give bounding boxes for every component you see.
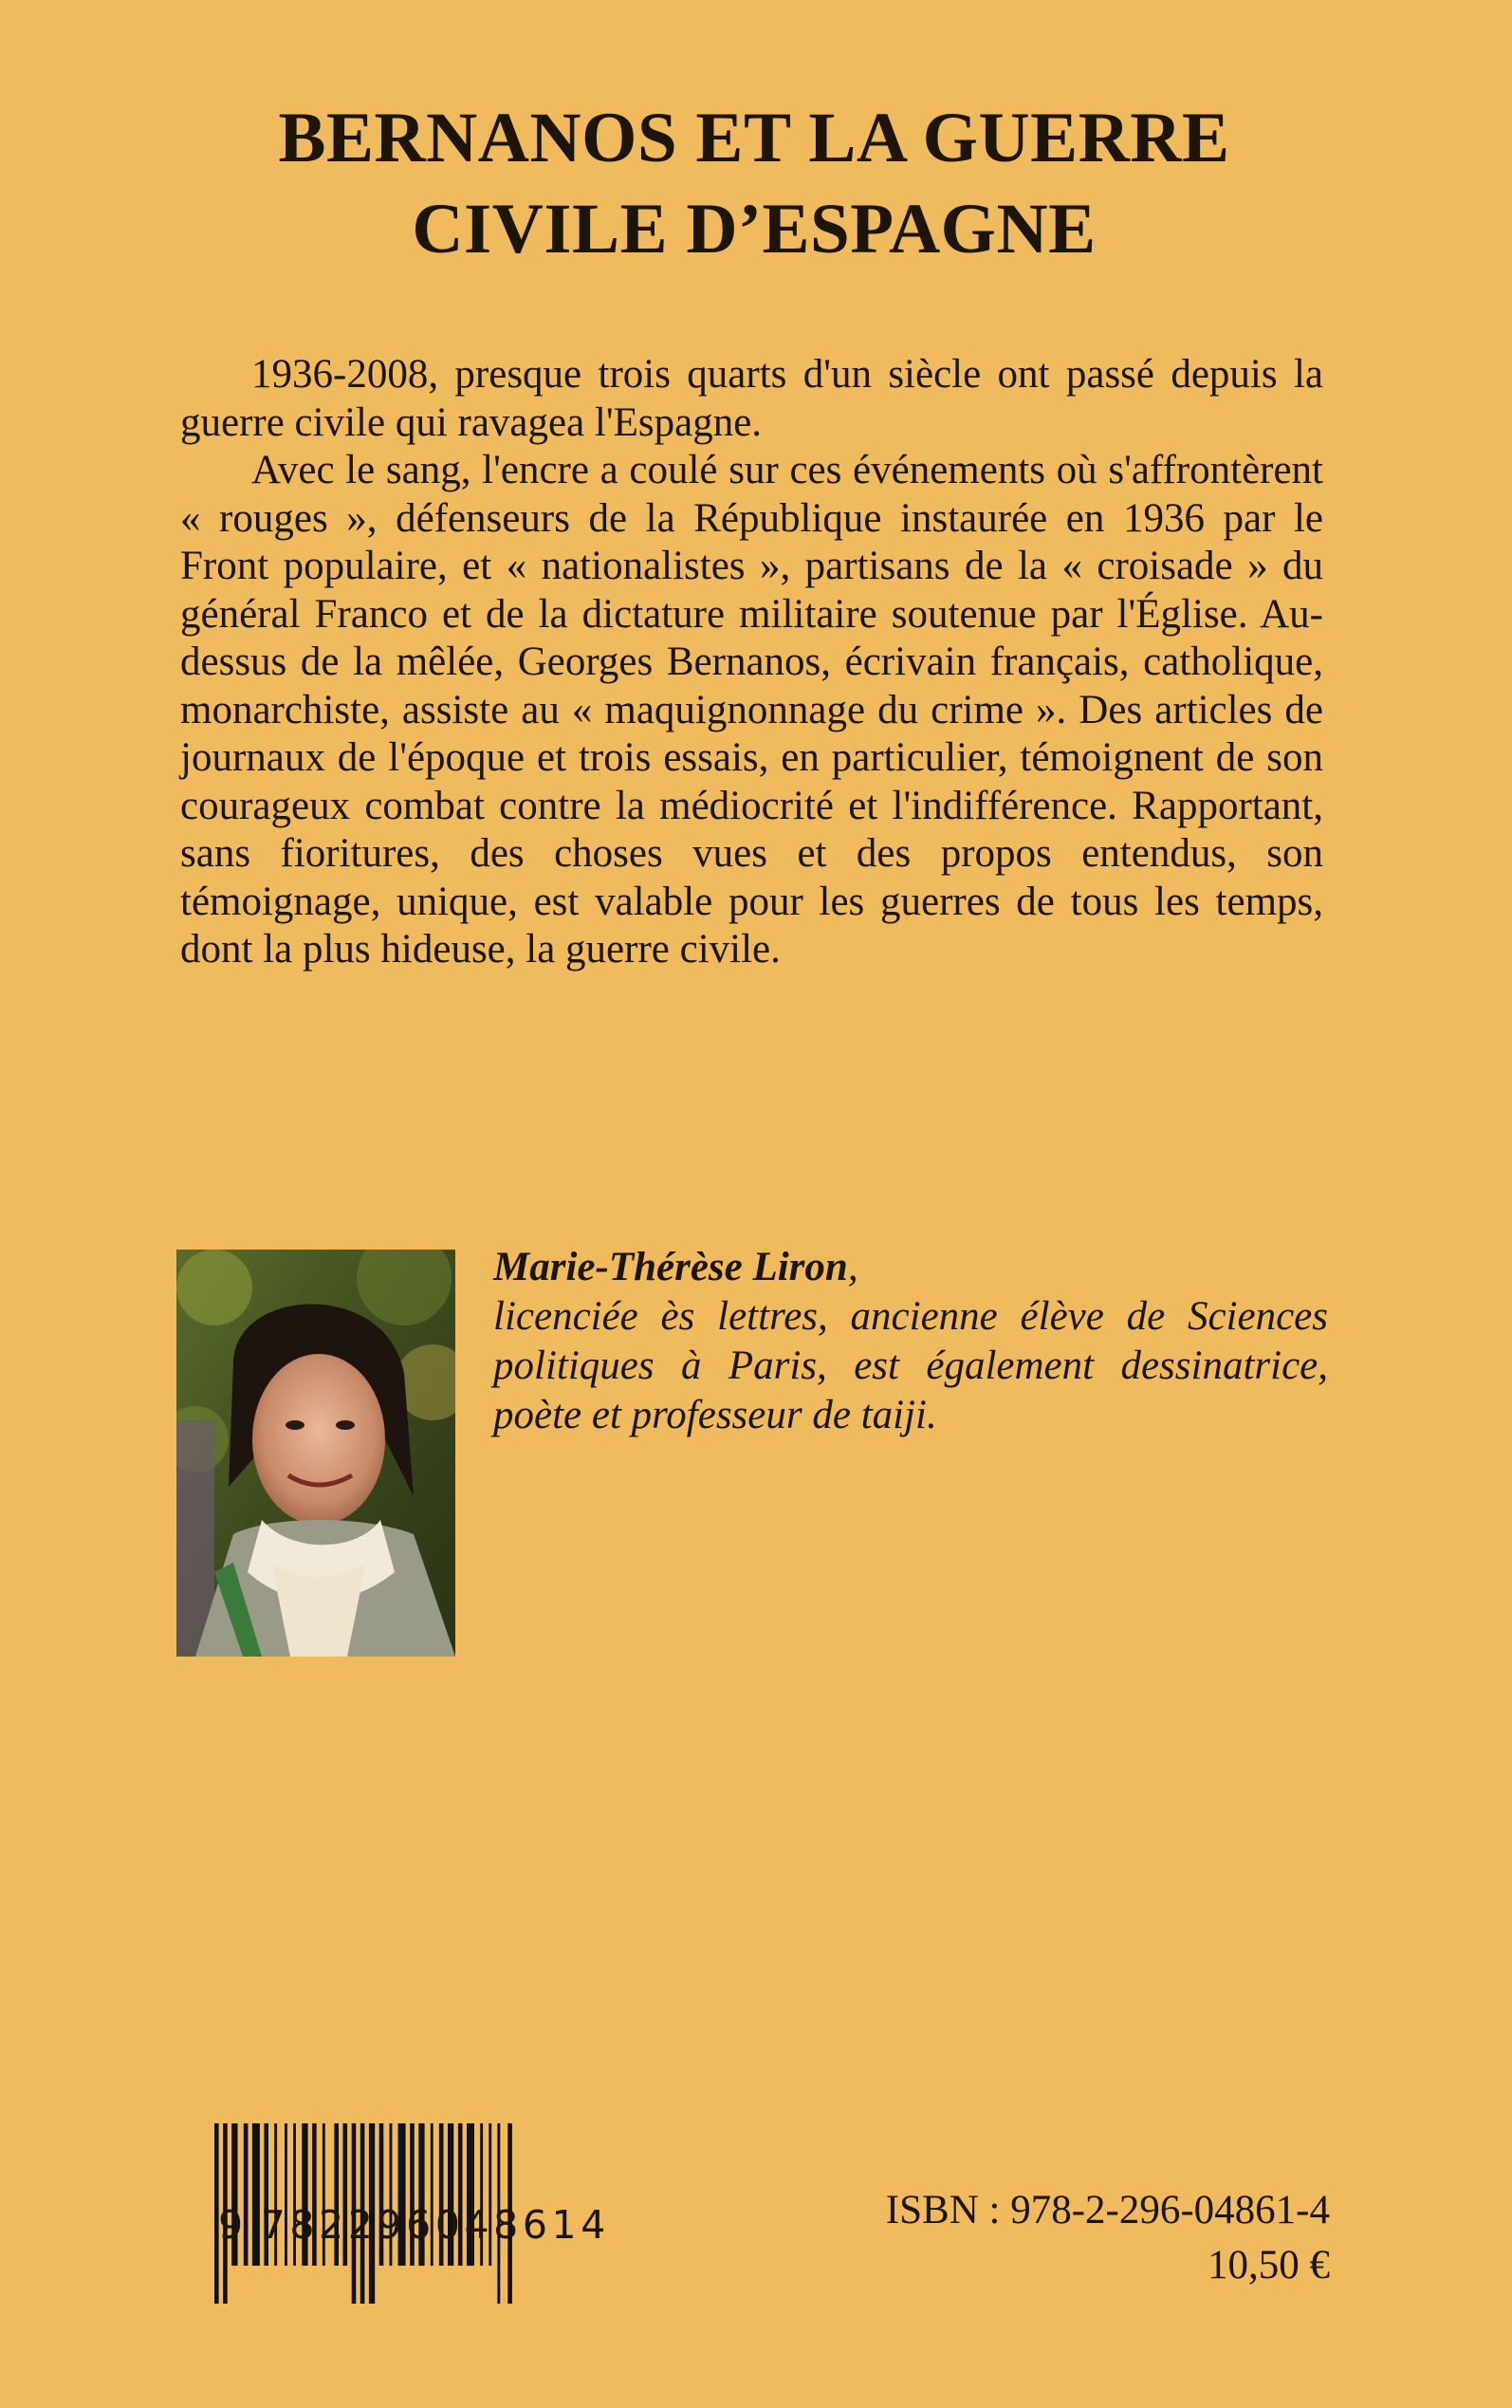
price: 10,50 €	[1208, 2243, 1330, 2288]
book-title	[142, 93, 1366, 275]
barcode-number	[218, 2202, 610, 2248]
author-bio	[493, 1243, 1328, 1440]
cover-blurb	[180, 351, 1323, 974]
author-description: licenciée ès lettres, ancienne élève de Sciences politiques à Paris, est également dessinatrice, poète et professeur de taiji.	[493, 1294, 1328, 1437]
author-name-suffix: ,	[847, 1245, 858, 1289]
title-line-1: BERNANOS ET LA GUERRE	[278, 99, 1230, 178]
author-photo	[176, 1250, 455, 1657]
title-line-2: CIVILE D’ESPAGNE	[412, 190, 1097, 269]
barcode-group-1: 782296	[260, 2202, 435, 2248]
blurb-paragraph-2: Avec le sang, l'encre a coulé sur ces événements où s'affrontèrent « rouges », défenseurs de la République instaurée en 1936 par le Front populaire, et « nationalistes », partisans de la « croisade » du général Franco et de la dictature militaire soutenue par l'Église. Au-dessus de la mêlée, Georges Bernanos, écrivain français, catholique, monarchiste, assiste au « maquignonnage du crime ». Des articles de journaux de l'époque et trois essais, en particulier, témoignent de son courageux combat contre la médiocrité et l'indifférence. Rapportant, sans fioritures, des choses vues et des propos entendus, son témoignage, unique, est valable pour les guerres de tous les temps, dont la plus hideuse, la guerre civile.	[180, 448, 1323, 972]
author-name: Marie-Thérèse Liron	[493, 1245, 848, 1289]
isbn-number: ISBN : 978-2-296-04861-4	[885, 2188, 1330, 2232]
barcode-first-digit: 9	[218, 2202, 248, 2248]
barcode-group-2: 048614	[434, 2202, 610, 2248]
blurb-paragraph-1: 1936-2008, presque trois quarts d'un siècle ont passé depuis la guerre civile qui ravagea l'Espagne.	[180, 352, 1323, 445]
